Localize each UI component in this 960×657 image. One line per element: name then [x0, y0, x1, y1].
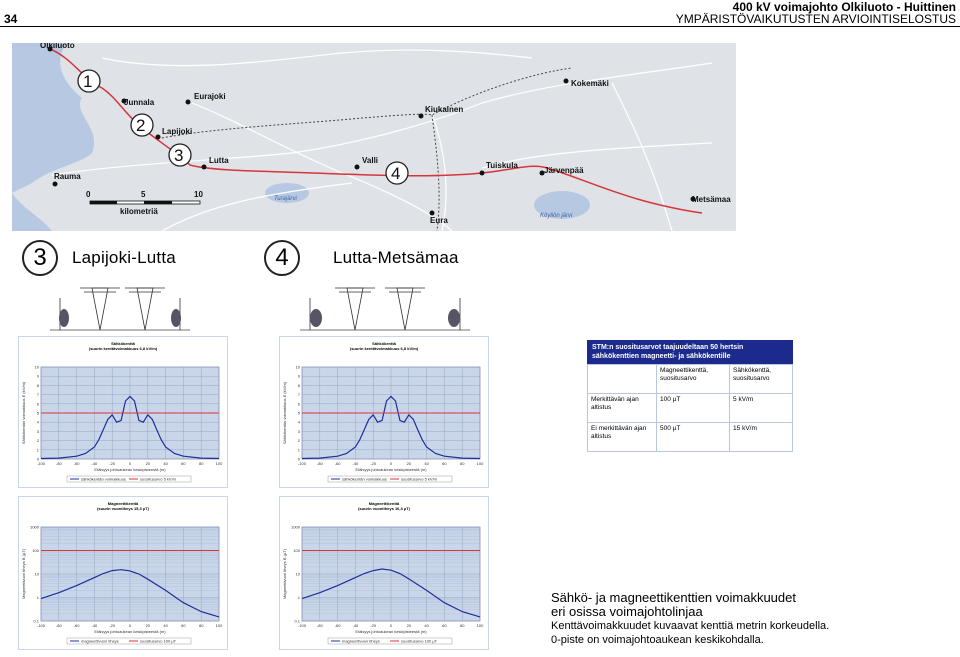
y-tick-label: 6	[36, 401, 39, 407]
x-tick-label: -100	[36, 623, 46, 628]
x-tick-label: 20	[145, 461, 151, 466]
route-map	[12, 43, 736, 231]
segment-number-3: 3	[174, 146, 184, 165]
y-tick-label: 2	[36, 438, 39, 444]
y-tick-label: 7	[297, 392, 300, 398]
x-tick-label: 40	[163, 623, 168, 628]
town-valli: Valli	[362, 156, 379, 165]
x-tick-label: -80	[55, 623, 62, 628]
tower-drawing-4	[300, 268, 470, 333]
y-tick-label: 3	[36, 428, 39, 434]
x-tick-label: -20	[109, 461, 116, 466]
y-tick-label: 9	[297, 373, 300, 379]
x-tick-label: 60	[181, 461, 186, 466]
row-label: Merkittävän ajan altistus	[588, 394, 657, 423]
town-tuiskula: Tuiskula	[486, 161, 518, 170]
x-tick-label: -40	[352, 461, 359, 466]
column-header-electric: Sähkökenttä, suositusarvo	[730, 365, 793, 394]
legend-label-limit: suositusarvo 100 µT	[140, 638, 177, 644]
chart-panel-magnetic-4	[279, 496, 489, 650]
y-tick-label: 10	[34, 571, 39, 577]
x-tick-label: -60	[73, 461, 80, 466]
y-tick-label: 4	[297, 419, 300, 425]
y-tick-label: 1	[36, 595, 39, 600]
x-tick-label: 20	[145, 623, 151, 628]
railway	[162, 68, 572, 138]
x-tick-label: 60	[442, 461, 447, 466]
town-jarvenpaa: Järvenpää	[544, 166, 584, 175]
x-tick-label: -40	[91, 461, 98, 466]
x-tick-label: 0	[389, 461, 393, 466]
x-tick-label: 80	[459, 623, 465, 628]
table-row	[588, 365, 793, 394]
y-tick-label: 3	[297, 428, 300, 434]
town-kiukainen: Kiukainen	[425, 105, 464, 114]
y-tick-label: 8	[36, 382, 39, 388]
legend-label-field: magneettivuon tiheys	[342, 638, 380, 644]
y-tick-label: 1	[36, 447, 39, 453]
y-tick-label: 0.1	[294, 618, 300, 624]
y-tick-label: 0.1	[33, 618, 39, 624]
town-lutta: Lutta	[209, 156, 229, 165]
town-eura: Eura	[430, 216, 448, 225]
x-tick-label: 0	[389, 623, 393, 628]
tower-drawing-4-svg	[300, 268, 470, 333]
x-tick-label: 80	[198, 623, 204, 628]
section-4-title: Lutta-Metsämaa	[333, 248, 459, 267]
table-corner	[588, 365, 657, 394]
y-tick-label: 7	[36, 392, 39, 398]
x-tick-label: 60	[181, 623, 186, 628]
y-tick-label: 0	[36, 456, 39, 462]
x-tick-label: 80	[198, 461, 204, 466]
x-axis-label: Etäisyys johtoaukean keskipisteestä (m)	[94, 629, 166, 634]
caption-line1: Sähkö- ja magneettikenttien voimakkuudet	[551, 590, 796, 605]
chart-panel-electric-3	[18, 336, 228, 488]
x-tick-label: -60	[334, 461, 341, 466]
caption-line4: 0-piste on voimajohtoaukean keskikohdalla.	[551, 634, 764, 646]
x-tick-label: 100	[215, 623, 223, 628]
legend-label-field: sähkökentän voimakkuus	[342, 476, 387, 482]
route-map-drawing	[12, 43, 736, 231]
y-tick-label: 100	[293, 548, 300, 553]
x-tick-label: 20	[406, 623, 412, 628]
y-tick-label: 10	[34, 364, 39, 370]
scale-unit: kilometriä	[120, 207, 158, 216]
chart-title-electric-3: Sähkökenttä (suurin kenttävoimakkuus 6,8 kV/m)	[88, 341, 158, 351]
legend-label-limit: suositusarvo 5 kV/m	[140, 476, 177, 482]
x-tick-label: -60	[334, 623, 341, 628]
caption-line2: eri osissa voimajohtolinjaa	[551, 604, 703, 619]
x-tick-label: -40	[352, 623, 359, 628]
x-tick-label: -80	[55, 461, 62, 466]
scale-bar	[90, 201, 200, 204]
caption-line3: Kenttävoimakkuudet kuvaavat kenttiä metrin korkeudella.	[551, 620, 830, 632]
x-axis-label: Etäisyys johtoaukean keskipisteestä (m)	[94, 467, 166, 472]
y-tick-label: 4	[36, 419, 39, 425]
x-tick-label: 100	[215, 461, 223, 466]
y-tick-label: 1000	[291, 524, 300, 530]
tower-drawing-3-svg	[50, 268, 190, 333]
cell-electric: 15 kV/m	[730, 423, 793, 452]
y-axis-label: Sähkökentän voimakkuus E (kV/m)	[282, 381, 287, 445]
chart-title-magnetic-3: Magneettikenttä (suurin vuontiheys 15,3 µT)	[97, 501, 149, 511]
town-junnala: Junnala	[124, 98, 155, 107]
y-tick-label: 10	[295, 571, 300, 577]
segment-number-1: 1	[83, 72, 93, 91]
y-axis-label: Magneettivuon tiheys B (µT)	[282, 548, 287, 600]
x-tick-label: -20	[370, 623, 377, 628]
x-tick-label: 40	[424, 461, 429, 466]
x-tick-label: 20	[406, 461, 412, 466]
y-tick-label: 5	[36, 410, 39, 416]
stm-recommendation-table	[587, 340, 793, 452]
town-olkiluoto: Olkiluoto	[40, 43, 75, 50]
chart-title-magnetic-4: Magneettikenttä (suurin vuontiheys 16,3 µT)	[358, 501, 410, 511]
y-tick-label: 1000	[30, 524, 39, 530]
y-tick-label: 0	[297, 456, 300, 462]
legend-label-limit: suositusarvo 5 kV/m	[401, 476, 438, 482]
tower-drawing-3	[50, 268, 190, 333]
stm-table	[587, 364, 793, 452]
x-tick-label: -20	[109, 623, 116, 628]
y-tick-label: 1	[297, 447, 300, 453]
town-kokemaki: Kokemäki	[571, 79, 609, 88]
x-tick-label: 40	[424, 623, 429, 628]
x-tick-label: 100	[476, 623, 484, 628]
chart-magnetic-4	[280, 497, 490, 651]
y-tick-label: 5	[297, 410, 300, 416]
x-tick-label: -20	[370, 461, 377, 466]
document-title-line1: 400 kV voimajohto Olkiluoto - Huittinen	[732, 0, 956, 14]
cell-electric: 5 kV/m	[730, 394, 793, 423]
x-tick-label: 100	[476, 461, 484, 466]
header-rule	[0, 26, 960, 27]
legend-label-field: sähkökentän voimakkuus	[81, 476, 126, 482]
scale-tick-5: 5	[141, 190, 146, 199]
y-tick-label: 2	[297, 438, 300, 444]
x-tick-label: 0	[128, 461, 132, 466]
document-title	[676, 1, 956, 25]
lake-label-turajarvi: Turajärvi	[274, 196, 297, 202]
table-row	[588, 394, 793, 423]
column-header-magnetic: Magneettikenttä, suositusarvo	[657, 365, 730, 394]
x-tick-label: -60	[73, 623, 80, 628]
y-tick-label: 10	[295, 364, 300, 370]
row-label: Ei merkittävän ajan altistus	[588, 423, 657, 452]
scale-tick-10: 10	[194, 190, 203, 199]
segment-number-2: 2	[136, 116, 146, 135]
x-tick-label: 80	[459, 461, 465, 466]
stm-table-heading: STM:n suositusarvot taajuudeltaan 50 hertsin sähkökenttien magneetti- ja sähkökentille	[587, 340, 793, 364]
legend-label-field: magneettivuon tiheys	[81, 638, 119, 644]
lake-label-koylionjarvi: Köyliön järvi	[540, 213, 573, 219]
cell-magnetic: 500 µT	[657, 423, 730, 452]
y-tick-label: 8	[297, 382, 300, 388]
section-4-number: 4	[264, 240, 300, 276]
x-tick-label: -80	[316, 461, 323, 466]
x-tick-label: -100	[36, 461, 46, 466]
y-tick-label: 100	[32, 548, 39, 553]
section-3-number: 3	[22, 240, 58, 276]
town-metsamaa: Metsämaa	[692, 195, 731, 204]
chart-electric-4	[280, 337, 490, 489]
figure-caption	[551, 591, 829, 647]
town-rauma: Rauma	[54, 172, 81, 181]
x-tick-label: -100	[297, 623, 307, 628]
segment-number-4: 4	[391, 164, 401, 183]
town-eurajoki: Eurajoki	[194, 92, 226, 101]
scale-tick-0: 0	[86, 190, 91, 199]
chart-panel-magnetic-3	[18, 496, 228, 650]
y-tick-label: 1	[297, 595, 300, 600]
section-3-title: Lapijoki-Lutta	[72, 248, 176, 267]
chart-electric-3	[19, 337, 229, 489]
y-tick-label: 6	[297, 401, 300, 407]
x-tick-label: -80	[316, 623, 323, 628]
chart-magnetic-3	[19, 497, 229, 651]
x-tick-label: 40	[163, 461, 168, 466]
legend-label-limit: suositusarvo 100 µT	[401, 638, 438, 644]
x-tick-label: -100	[297, 461, 307, 466]
table-row	[588, 423, 793, 452]
document-title-line2: YMPÄRISTÖVAIKUTUSTEN ARVIOINTISELOSTUS	[675, 12, 956, 26]
y-axis-label: Sähkökentän voimakkuus E (kV/m)	[21, 381, 26, 445]
sea-area-south	[12, 193, 52, 231]
page-number: 34	[4, 12, 18, 26]
x-axis-label: Etäisyys johtoaukean keskipisteestä (m)	[355, 467, 427, 472]
y-axis-label: Magneettivuon tiheys B (µT)	[21, 548, 26, 600]
chart-panel-electric-4	[279, 336, 489, 488]
x-axis-label: Etäisyys johtoaukean keskipisteestä (m)	[355, 629, 427, 634]
trees-4	[310, 309, 460, 327]
cell-magnetic: 100 µT	[657, 394, 730, 423]
x-tick-label: -40	[91, 623, 98, 628]
town-lapijoki: Lapijoki	[162, 127, 193, 136]
x-tick-label: 60	[442, 623, 447, 628]
y-tick-label: 9	[36, 373, 39, 379]
chart-title-electric-4: Sähkökenttä (suurin kenttävoimakkuus 6,8 kV/m)	[349, 341, 419, 351]
trees-3	[59, 309, 181, 327]
x-tick-label: 0	[128, 623, 132, 628]
